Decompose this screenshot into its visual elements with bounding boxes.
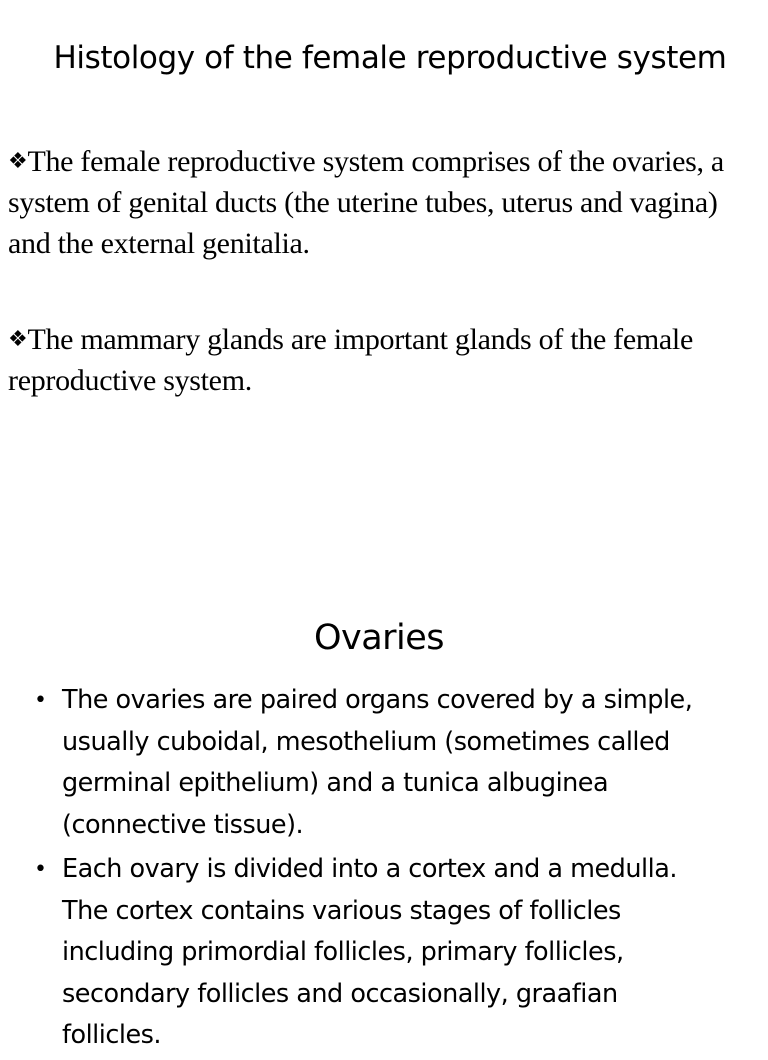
bullet-list [0,680,768,1060]
paragraph-text: The female reproductive system comprises of the ovaries, a system of genital ducts (the uterine tubes, uterus and vagina) and the external genitalia. [8,145,724,260]
paragraph-text: The mammary glands are important glands of the female reproductive system. [8,323,693,397]
slide-1-title: Histology of the female reproductive system [53,40,727,76]
diamond-bullet-icon: ❖ [8,327,28,352]
paragraph-mammary-glands [8,319,748,401]
list-item-text: Each ovary is divided into a cortex and a medulla. The cortex contains various stages of follicles including primordial follicles, primary follicles, secondary follicles and occasionally, graafian follicles. [62,854,677,1050]
slide-2 [0,590,768,1050]
slide-2-title: Ovaries [313,618,445,658]
bullet-dot-icon: • [34,688,47,713]
list-item-text: The ovaries are paired organs covered by a simple, usually cuboidal, mesothelium (sometimes called germinal epithelium) and a tunica albuginea (connective tissue). [62,685,693,840]
diamond-bullet-icon: ❖ [8,149,28,174]
paragraph-genital-system [8,141,748,264]
list-item [0,849,768,1057]
bullet-dot-icon: • [34,857,47,882]
list-item [0,680,768,846]
